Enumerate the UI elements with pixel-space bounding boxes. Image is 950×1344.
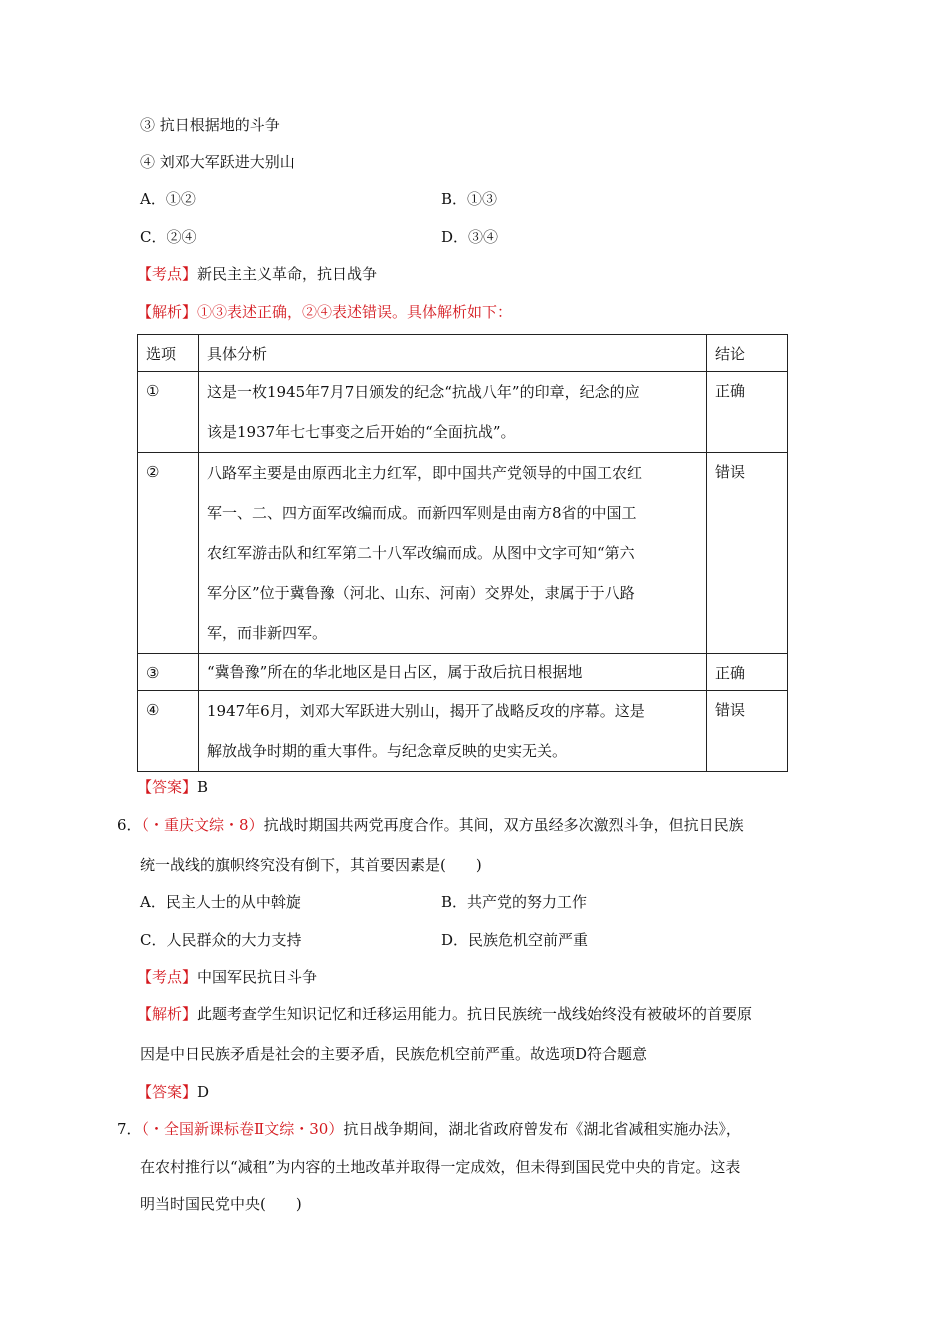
q7-stem-text: 抗日战争期间，湖北省政府曾发布《湖北省减租实施办法》， bbox=[343, 1120, 741, 1138]
analysis-line: 这是一枚1945年7月7日颁发的纪念“抗战八年”的印章，纪念的应 bbox=[207, 383, 640, 401]
q6-option-d: D．民族危机空前严重 bbox=[441, 931, 589, 949]
table-row bbox=[138, 453, 788, 654]
header-option: 选项 bbox=[138, 335, 199, 372]
q7-stem-line3: 明当时国民党中央( ) bbox=[140, 1195, 302, 1213]
analysis-table bbox=[137, 334, 788, 772]
jiexi-tag: 【解析】 bbox=[137, 1005, 198, 1023]
q5-item3: ③ 抗日根据地的斗争 bbox=[140, 116, 280, 134]
kaodian-text: 新民主主义革命，抗日战争 bbox=[197, 265, 378, 283]
table-row bbox=[138, 654, 788, 691]
analysis-line: “冀鲁豫”所在的华北地区是日占区，属于敌后抗日根据地 bbox=[207, 663, 583, 681]
q5-kaodian bbox=[137, 264, 377, 284]
kaodian-text: 中国军民抗日斗争 bbox=[197, 968, 318, 986]
row-analysis bbox=[199, 691, 707, 772]
kaodian-tag: 【考点】 bbox=[137, 968, 198, 986]
q7-stem-line2: 在农村推行以“减租”为内容的土地改革并取得一定成效，但未得到国民党中央的肯定。这表 bbox=[140, 1158, 741, 1176]
analysis-line: 八路军主要是由原西北主力红军，即中国共产党领导的中国工农红 bbox=[207, 464, 643, 482]
header-result: 结论 bbox=[707, 335, 788, 372]
row-result: 正确 bbox=[707, 372, 788, 453]
row-analysis bbox=[199, 654, 707, 691]
table-row bbox=[138, 691, 788, 772]
row-option: ② bbox=[138, 453, 199, 654]
jiexi-tag: 【解析】 bbox=[137, 303, 198, 321]
analysis-line: 该是1937年七七事变之后开始的“全面抗战”。 bbox=[207, 423, 516, 441]
q6-source: （・重庆文综・8） bbox=[141, 816, 264, 834]
q6-jiexi-line1 bbox=[137, 1004, 752, 1024]
answer-tag: 【答案】 bbox=[137, 778, 198, 796]
row-result: 正确 bbox=[707, 654, 788, 691]
table-row bbox=[138, 372, 788, 453]
kaodian-tag: 【考点】 bbox=[137, 265, 198, 283]
q6-stem-line2: 统一战线的旗帜终究没有倒下，其首要因素是( ) bbox=[140, 856, 482, 874]
row-result: 错误 bbox=[707, 453, 788, 654]
q6-stem-text: 抗战时期国共两党再度合作。其间，双方虽经多次激烈斗争，但抗日民族 bbox=[263, 816, 744, 834]
q6-option-c: C．人民群众的大力支持 bbox=[140, 931, 302, 949]
row-result: 错误 bbox=[707, 691, 788, 772]
q6-number: 6． bbox=[117, 816, 142, 834]
analysis-line: 解放战争时期的重大事件。与纪念章反映的史实无关。 bbox=[207, 742, 568, 760]
table-header-row bbox=[138, 335, 788, 372]
q5-option-c: C．②④ bbox=[140, 228, 197, 246]
row-analysis bbox=[199, 453, 707, 654]
analysis-line: 军一、二、四方面军改编而成。而新四军则是由南方8省的中国工 bbox=[207, 504, 637, 522]
row-analysis bbox=[199, 372, 707, 453]
analysis-line: 农红军游击队和红军第二十八军改编而成。从图中文字可知“第六 bbox=[207, 544, 635, 562]
q5-item4: ④ 刘邓大军跃进大别山 bbox=[140, 153, 295, 171]
q6-option-a: A．民主人士的从中斡旋 bbox=[140, 893, 301, 911]
answer-tag: 【答案】 bbox=[137, 1083, 198, 1101]
q7-stem-line1 bbox=[117, 1119, 741, 1139]
q6-jiexi-line2: 因是中日民族矛盾是社会的主要矛盾，民族危机空前严重。故选项D符合题意 bbox=[140, 1045, 648, 1063]
row-option: ③ bbox=[138, 654, 199, 691]
jiexi-text: ①③表述正确，②④表述错误。具体解析如下： bbox=[197, 303, 513, 321]
q6-option-b: B．共产党的努力工作 bbox=[441, 893, 588, 911]
q7-number: 7． bbox=[117, 1120, 142, 1138]
answer-text: B bbox=[197, 778, 209, 796]
analysis-line: 1947年6月，刘邓大军跃进大别山，揭开了战略反攻的序幕。这是 bbox=[207, 702, 645, 720]
q6-kaodian bbox=[137, 967, 317, 987]
header-analysis: 具体分析 bbox=[199, 335, 707, 372]
row-option: ① bbox=[138, 372, 199, 453]
answer-text: D bbox=[197, 1083, 210, 1101]
jiexi-text: 此题考查学生知识记忆和迁移运用能力。抗日民族统一战线始终没有被破坏的首要原 bbox=[197, 1005, 753, 1023]
q5-answer bbox=[137, 777, 208, 797]
analysis-line: 军分区”位于冀鲁豫（河北、山东、河南）交界处，隶属于于八路 bbox=[207, 584, 635, 602]
q7-source: （・全国新课标卷Ⅱ文综・30） bbox=[141, 1120, 344, 1138]
q5-option-a: A．①② bbox=[140, 190, 196, 208]
q5-jiexi bbox=[137, 302, 512, 322]
q6-stem-line1 bbox=[117, 815, 744, 835]
row-option: ④ bbox=[138, 691, 199, 772]
q5-option-b: B．①③ bbox=[441, 190, 498, 208]
q6-answer bbox=[137, 1082, 209, 1102]
q5-option-d: D．③④ bbox=[441, 228, 499, 246]
analysis-line: 军，而非新四军。 bbox=[207, 624, 328, 642]
